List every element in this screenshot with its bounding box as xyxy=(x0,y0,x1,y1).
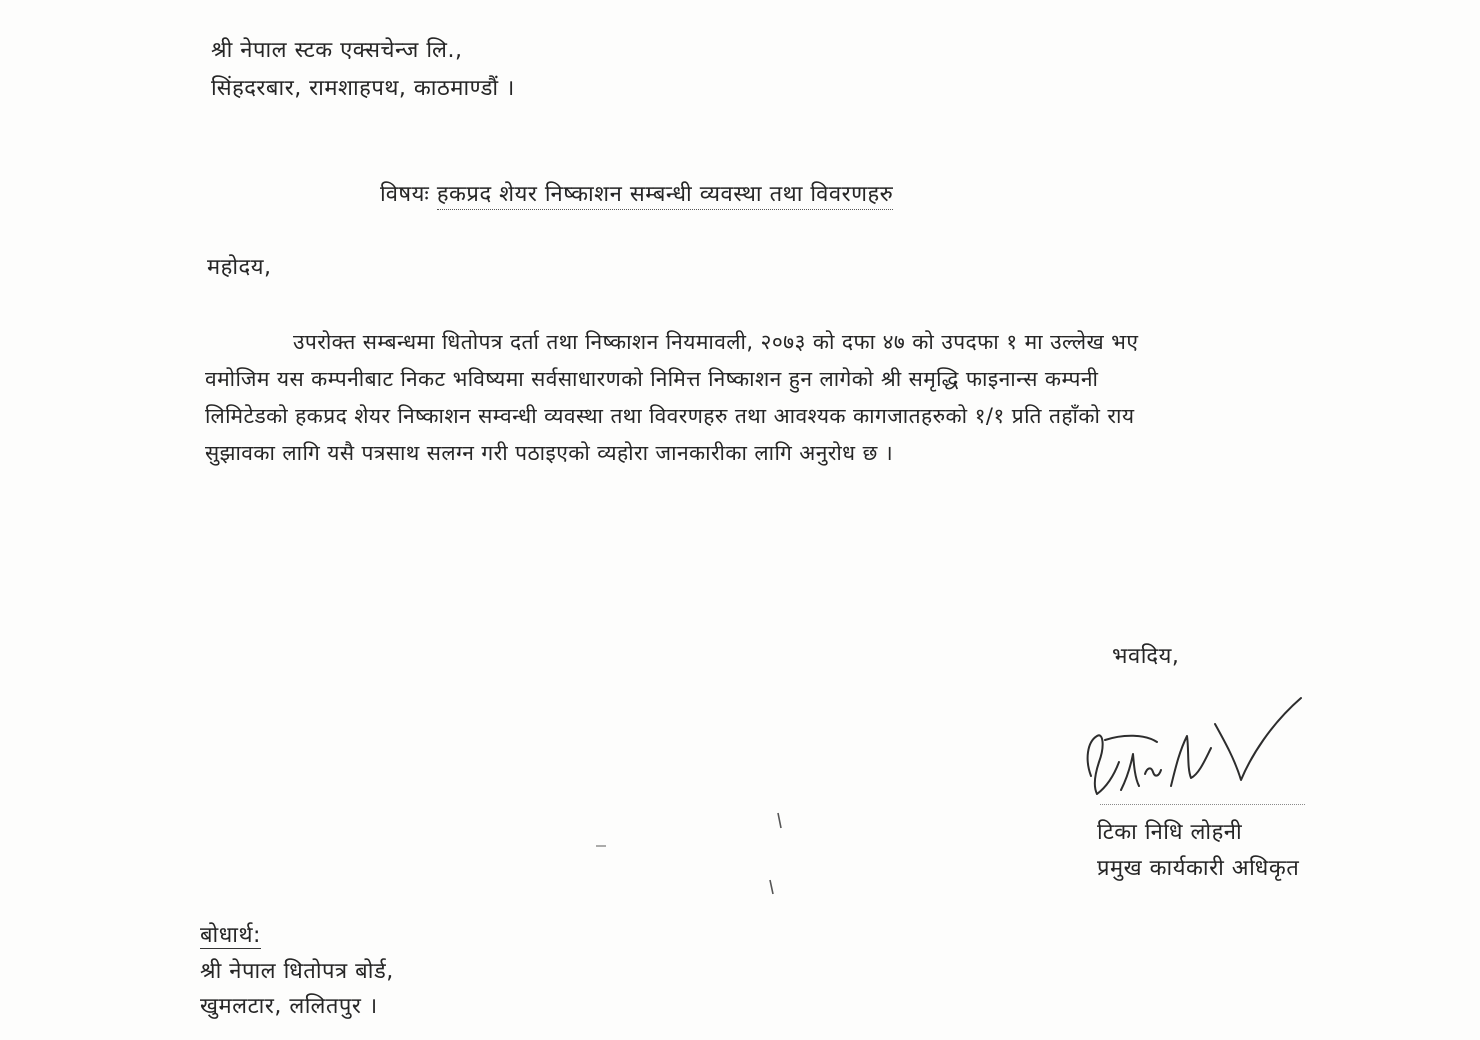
signer-name: टिका निधि लोहनी xyxy=(1097,820,1243,845)
cc-line-2: खुमलटार, ललितपुर । xyxy=(200,994,378,1019)
signature xyxy=(1075,690,1315,810)
signature-line xyxy=(1100,804,1305,805)
subject-label: विषयः xyxy=(380,182,430,207)
signer-title: प्रमुख कार्यकारी अधिकृत xyxy=(1097,856,1300,881)
recipient-line-1: श्री नेपाल स्टक एक्सचेन्ज लि., xyxy=(211,38,463,63)
cc-line-1: श्री नेपाल धितोपत्र बोर्ड, xyxy=(200,959,394,984)
body-line: सुझावका लागि यसै पत्रसाथ सलग्न गरी पठाइएको व्यहोरा जानकारीका लागि अनुरोध छ । xyxy=(205,441,894,465)
body-line: वमोजिम यस कम्पनीबाट निकट भविष्यमा सर्वसाधारणको निमित्त निष्काशन हुन लागेको श्री समृद्धि फाइनान्स कम्पनी xyxy=(205,367,1099,391)
body-paragraph xyxy=(205,324,1440,472)
recipient-line-2: सिंहदरबार, रामशाहपथ, काठमाण्डौं । xyxy=(211,76,515,101)
cc-label-text: बोधार्थ: xyxy=(200,923,261,948)
closing: भवदिय, xyxy=(1112,644,1180,669)
salutation: महोदय, xyxy=(207,255,272,280)
body-line: लिमिटेडको हकप्रद शेयर निष्काशन सम्वन्धी व्यवस्था तथा विवरणहरु तथा आवश्यक कागजातहरुको १/१ प्रति तहाँको राय xyxy=(205,404,1135,428)
subject-text: हकप्रद शेयर निष्काशन सम्बन्धी व्यवस्था तथा विवरणहरु xyxy=(437,182,893,210)
cc-label xyxy=(200,921,261,951)
body-line: उपरोक्त सम्बन्धमा धितोपत्र दर्ता तथा निष्काशन नियमावली, २०७३ को दफा ४७ को उपदफा १ मा उल्लेख भए xyxy=(293,330,1139,354)
subject-line xyxy=(380,180,893,210)
